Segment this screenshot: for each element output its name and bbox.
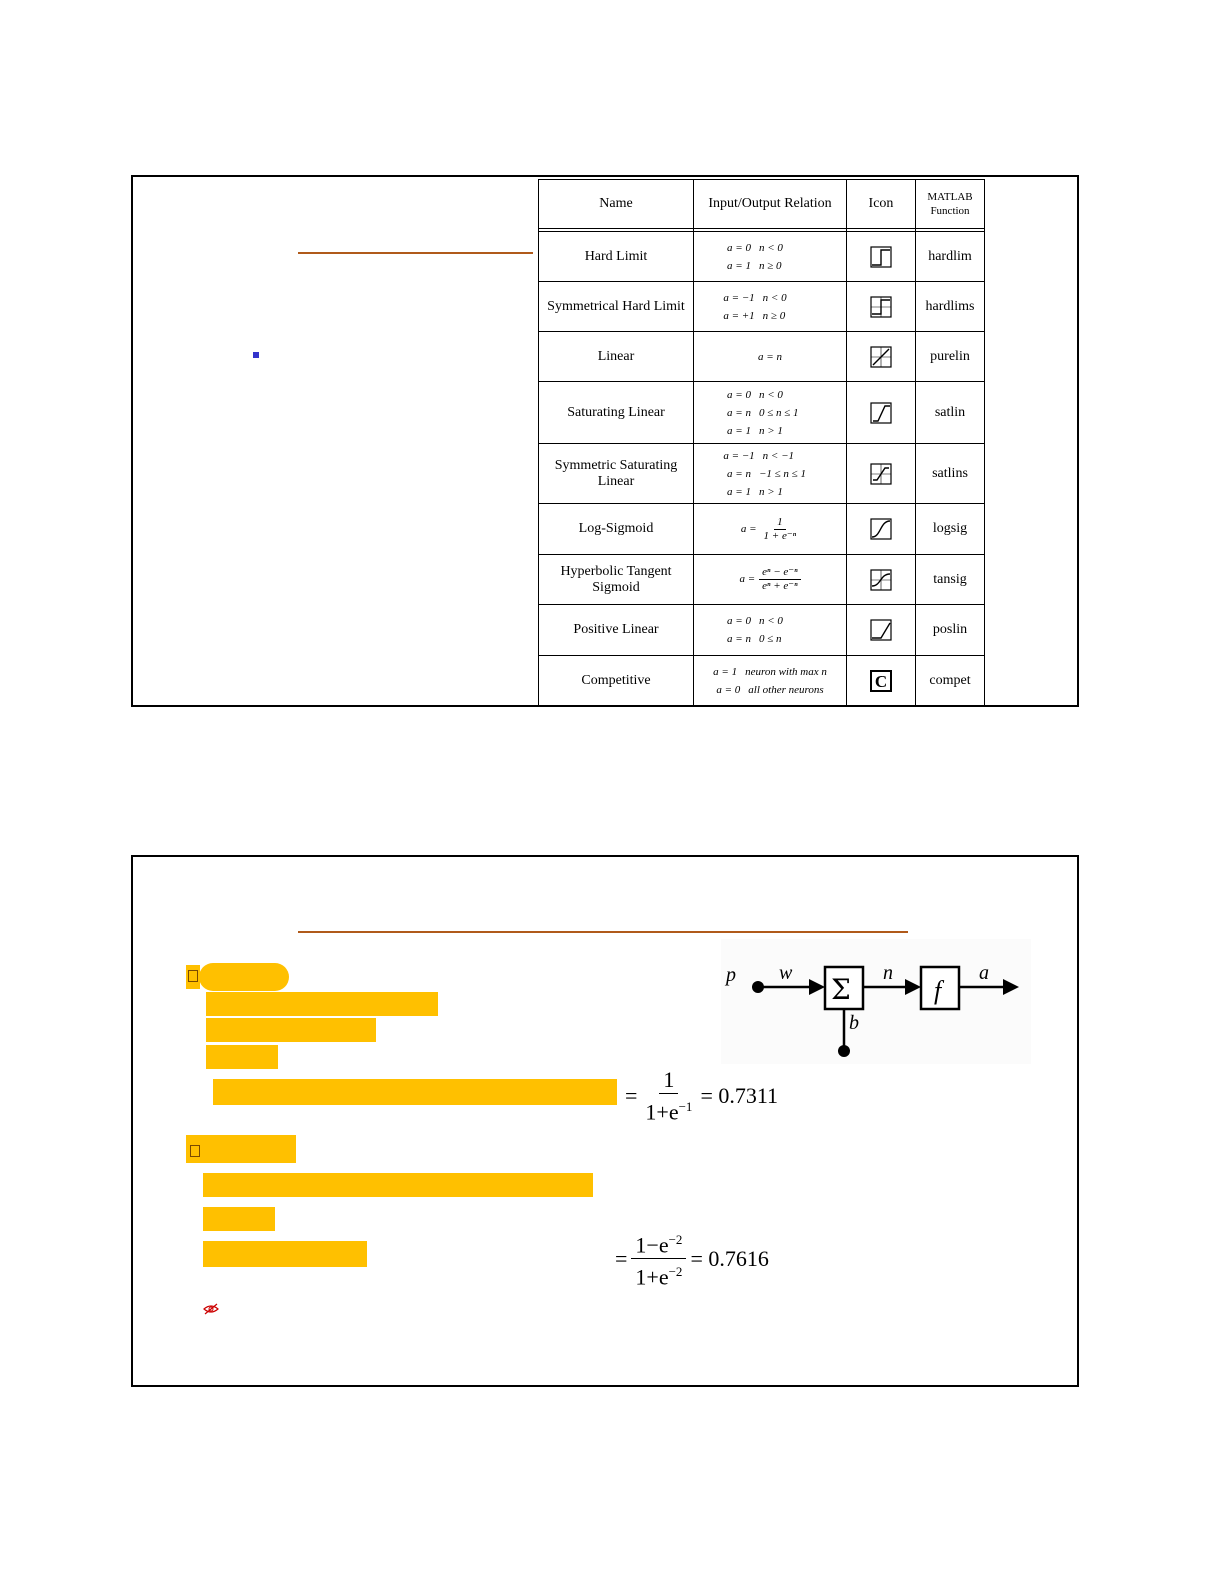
fraction-denominator: eⁿ + e⁻ⁿ <box>762 580 798 592</box>
matlab-function-name: tansig <box>916 555 985 605</box>
fraction-denominator: 1 + e⁻ⁿ <box>763 529 797 542</box>
equation-logsig <box>625 1067 778 1125</box>
relation-condition: n ≥ 0 <box>758 259 782 272</box>
matlab-function-name: hardlims <box>916 282 985 332</box>
header-icon: Icon <box>847 180 916 229</box>
equation-tansig <box>615 1227 769 1291</box>
relation-line <box>697 612 843 630</box>
highlight-line-2-3 <box>203 1241 367 1267</box>
label-b: b <box>849 1012 859 1034</box>
relation-expr: a = −1 <box>723 449 755 462</box>
io-relation <box>694 282 847 332</box>
slide-activation-examples <box>131 855 1079 1387</box>
matlab-function-name: poslin <box>916 605 985 656</box>
label-p: p <box>726 964 736 986</box>
relation-expr: a = 0 <box>727 241 751 254</box>
relation-fraction <box>761 516 800 543</box>
header-matlab-line2: Function <box>930 205 970 217</box>
relation-line <box>697 404 843 422</box>
table-row <box>539 504 985 555</box>
io-relation <box>694 656 847 707</box>
relation-line <box>697 307 843 325</box>
relation-expr: a = n <box>727 406 751 419</box>
relation-line <box>697 663 843 681</box>
relation-expr: a = n <box>727 633 751 645</box>
function-name: Saturating Linear <box>539 382 694 444</box>
function-name: Positive Linear <box>539 605 694 656</box>
table-row <box>539 332 985 382</box>
eq1-result: = 0.7311 <box>700 1083 779 1109</box>
relation-expr: a = 1 <box>727 424 751 437</box>
relation-prefix: a = <box>740 522 757 535</box>
poslin-icon <box>870 619 892 641</box>
table-row <box>539 382 985 444</box>
relation-line <box>697 422 843 440</box>
relation-line <box>697 681 843 699</box>
function-icon-cell <box>847 605 916 656</box>
function-icon-cell <box>847 332 916 382</box>
eq2-numerator <box>631 1227 686 1259</box>
matlab-function-name: hardlim <box>916 232 985 282</box>
io-relation <box>694 605 847 656</box>
relation-line <box>697 465 843 483</box>
relation-expr: a = 1 <box>727 259 751 272</box>
relation-condition: n ≥ 0 <box>762 309 786 322</box>
label-w: w <box>779 962 793 984</box>
relation-line <box>697 348 843 366</box>
highlight-line-2-2 <box>203 1207 275 1231</box>
highlight-line-1-2 <box>206 1018 376 1042</box>
function-icon-cell <box>847 382 916 444</box>
matlab-function-name: satlin <box>916 382 985 444</box>
eq1-den-exp: −1 <box>678 1099 693 1114</box>
bias-node <box>838 1045 850 1057</box>
header-matlab-line1: MATLAB <box>927 191 973 203</box>
matlab-function-name: logsig <box>916 504 985 555</box>
relation-condition: 0 ≤ n ≤ 1 <box>758 406 799 419</box>
table-row <box>539 232 985 282</box>
relation-condition: −1 ≤ n ≤ 1 <box>758 467 806 480</box>
eq2-denominator <box>631 1259 686 1290</box>
function-icon-cell <box>847 232 916 282</box>
io-relation <box>694 232 847 282</box>
highlight-heading-2 <box>186 1135 296 1163</box>
satlins-icon <box>870 463 892 485</box>
relation-expr: a = n <box>727 467 751 480</box>
highlight-line-1-4 <box>213 1079 617 1105</box>
relation-condition: n > 1 <box>758 424 783 437</box>
eq2-prefix: = <box>615 1245 628 1271</box>
checkbox-bullet-1 <box>188 970 198 982</box>
svg-text:C: C <box>874 672 888 691</box>
table-row <box>539 605 985 656</box>
eq1-den-base: 1+e <box>645 1099 679 1125</box>
relation-line <box>697 447 843 465</box>
eq1-numerator: 1 <box>659 1067 678 1094</box>
fraction-numerator: 1 <box>774 516 786 530</box>
relation-line <box>697 483 843 501</box>
relation-condition: n < 0 <box>758 388 783 401</box>
label-sigma: Σ <box>831 973 851 1006</box>
io-relation <box>694 332 847 382</box>
highlight-line-2-1 <box>203 1173 593 1197</box>
table-row <box>539 444 985 504</box>
eq1-denominator <box>641 1094 696 1125</box>
relation-condition: all other neurons <box>748 684 824 696</box>
relation-condition: n > 1 <box>758 485 783 498</box>
relation-line <box>697 566 843 593</box>
relation-expr: a = −1 <box>723 291 755 304</box>
relation-expr: a = 0 <box>716 684 741 696</box>
compet-icon <box>870 670 892 692</box>
relation-condition: n < 0 <box>758 615 783 627</box>
relation-line <box>697 239 843 257</box>
function-name: Symmetrical Hard Limit <box>539 282 694 332</box>
highlight-line-1-3 <box>206 1045 278 1069</box>
io-relation <box>694 504 847 555</box>
matlab-function-name: compet <box>916 656 985 707</box>
eq2-den-base: 1+e <box>635 1264 669 1290</box>
io-relation <box>694 555 847 605</box>
activation-function-table <box>538 179 985 707</box>
matlab-function-name: purelin <box>916 332 985 382</box>
table-header-row <box>539 180 985 229</box>
function-icon-cell <box>847 504 916 555</box>
label-a: a <box>979 962 989 984</box>
eq1-fraction <box>641 1067 696 1125</box>
relation-line <box>697 257 843 275</box>
eq2-result: = 0.7616 <box>690 1245 769 1271</box>
checkbox-bullet-2 <box>190 1145 200 1157</box>
hardlims-icon <box>870 296 892 318</box>
function-icon-cell <box>847 282 916 332</box>
satlin-icon <box>870 402 892 424</box>
relation-expr: a = n <box>758 350 782 363</box>
eq2-den-exp: −2 <box>668 1264 683 1280</box>
relation-line <box>697 386 843 404</box>
eq1-prefix: = <box>625 1083 638 1109</box>
matlab-function-name: satlins <box>916 444 985 504</box>
hidden-eye-icon <box>203 1302 219 1316</box>
function-name: Symmetric Saturating Linear <box>539 444 694 504</box>
relation-line <box>697 289 843 307</box>
logsig-icon <box>870 518 892 540</box>
bullet-marker <box>253 352 259 358</box>
function-name: Hyperbolic Tangent Sigmoid <box>539 555 694 605</box>
relation-line <box>697 630 843 648</box>
table-row <box>539 282 985 332</box>
purelin-icon <box>870 346 892 368</box>
relation-condition: n < 0 <box>758 241 783 254</box>
neuron-diagram <box>721 939 1031 1064</box>
function-icon-cell <box>847 656 916 707</box>
relation-fraction <box>759 566 800 593</box>
relation-expr: a = 1 <box>713 666 738 678</box>
relation-condition: neuron with max n <box>745 666 827 678</box>
function-icon-cell <box>847 555 916 605</box>
function-name: Hard Limit <box>539 232 694 282</box>
label-n: n <box>883 962 893 984</box>
header-name: Name <box>539 180 694 229</box>
relation-prefix: a = <box>739 573 756 586</box>
function-name: Log-Sigmoid <box>539 504 694 555</box>
title-underline <box>298 252 533 254</box>
tansig-icon <box>870 569 892 591</box>
relation-line <box>697 516 843 543</box>
fraction-numerator: eⁿ − e⁻ⁿ <box>759 566 800 580</box>
eq2-fraction <box>631 1227 686 1291</box>
function-name: Competitive <box>539 656 694 707</box>
header-relation: Input/Output Relation <box>694 180 847 229</box>
relation-expr: a = 1 <box>727 485 751 498</box>
eq2-num-exp: −2 <box>668 1232 683 1247</box>
relation-expr: a = 0 <box>727 615 751 627</box>
io-relation <box>694 444 847 504</box>
table-row <box>539 555 985 605</box>
relation-expr: a = 0 <box>727 388 751 401</box>
relation-condition: 0 ≤ n <box>758 633 782 645</box>
relation-condition: n < −1 <box>762 449 795 462</box>
slide-activation-functions <box>131 175 1079 707</box>
eq2-num-base: 1−e <box>635 1232 669 1258</box>
io-relation <box>694 382 847 444</box>
hardlim-icon <box>870 246 892 268</box>
function-icon-cell <box>847 444 916 504</box>
relation-expr: a = +1 <box>723 309 755 322</box>
table-row <box>539 656 985 707</box>
label-f: f <box>934 976 942 1005</box>
relation-condition: n < 0 <box>762 291 787 304</box>
function-name: Linear <box>539 332 694 382</box>
title-underline <box>298 931 908 933</box>
highlight-heading-1 <box>199 963 289 991</box>
highlight-line-1-1 <box>206 992 438 1016</box>
header-matlab-function <box>916 180 985 229</box>
